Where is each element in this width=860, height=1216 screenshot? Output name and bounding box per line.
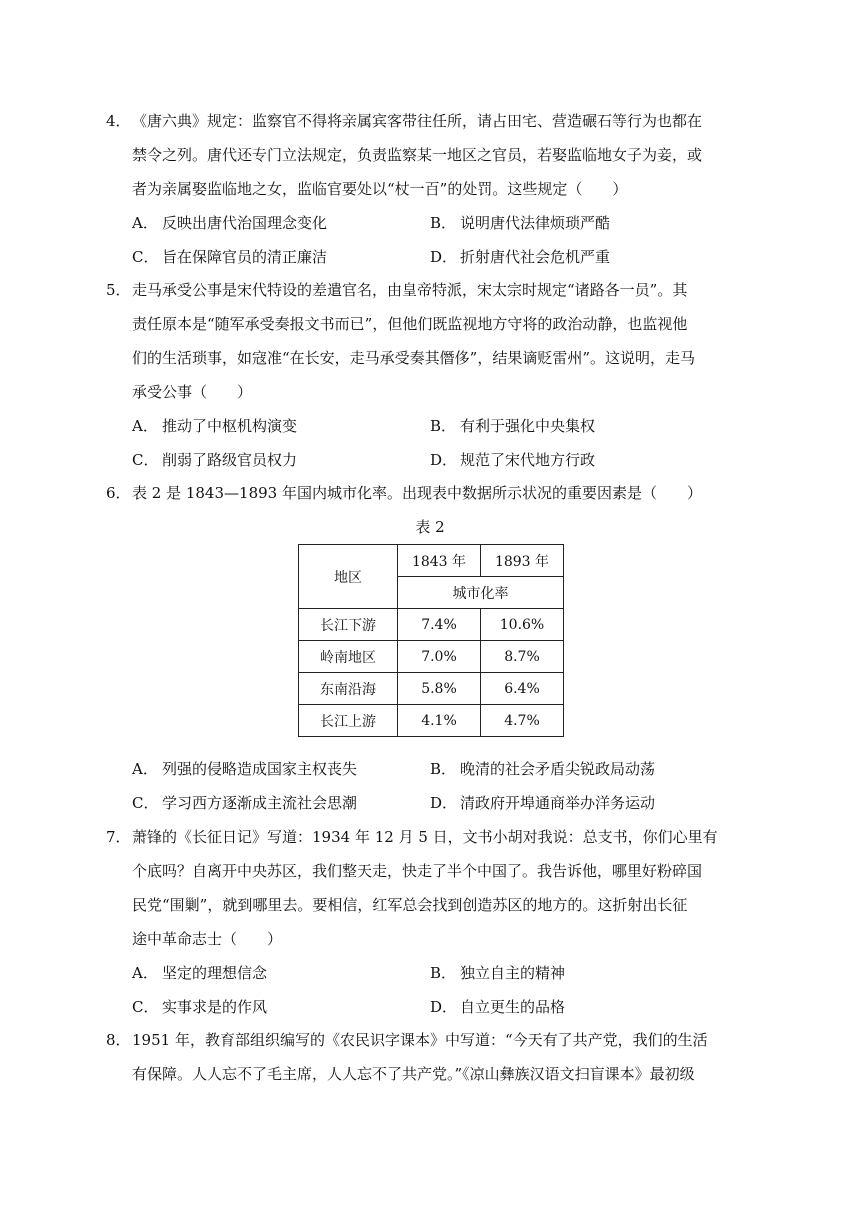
value-cell: 6.4%: [481, 673, 564, 705]
region-cell: 长江上游: [299, 705, 398, 737]
option-a[interactable]: [132, 752, 357, 786]
stem-line: 个底吗？自离开中央苏区，我们整天走，快走了半个中国了。我告诉他，哪里好粉碎国: [132, 862, 703, 880]
stem-line: 1951 年，教育部组织编写的《农民识字课本》中写道：“今天有了共产党，我们的生活: [132, 1031, 708, 1049]
option-text: 自立更生的品格: [460, 998, 566, 1016]
option-letter: D．: [430, 248, 458, 266]
options-row: [132, 990, 732, 1024]
option-c[interactable]: [132, 443, 297, 477]
option-letter: A．: [132, 760, 158, 778]
region-cell: 东南沿海: [299, 673, 398, 705]
year-header: 1843 年: [398, 545, 481, 577]
options-row: [132, 206, 732, 240]
question-stem: [132, 476, 732, 510]
option-letter: B．: [430, 760, 457, 778]
option-letter: A．: [132, 214, 158, 232]
options-row: [132, 956, 732, 990]
option-letter: B．: [430, 417, 457, 435]
region-cell: 岭南地区: [299, 641, 398, 673]
option-letter: D．: [430, 794, 458, 812]
option-text: 规范了宋代地方行政: [460, 451, 596, 469]
option-text: 独立自主的精神: [460, 964, 566, 982]
options-row: [132, 752, 732, 786]
stem-line: 们的生活琐事，如寇准“在长安，走马承受奏其僭侈”，结果谪贬雷州”。这说明，走马: [132, 349, 696, 367]
option-letter: D．: [430, 998, 458, 1016]
option-text: 说明唐代法律烦琐严酷: [460, 214, 611, 232]
option-text: 晚清的社会矛盾尖锐政局动荡: [460, 760, 656, 778]
option-text: 折射唐代社会危机严重: [460, 248, 611, 266]
year-header: 1893 年: [481, 545, 564, 577]
option-letter: C．: [132, 248, 159, 266]
option-letter: C．: [132, 794, 159, 812]
region-header: 地区: [299, 545, 398, 609]
value-cell: 7.4%: [398, 609, 481, 641]
question-number: 7．: [106, 828, 131, 846]
options-row: [132, 443, 732, 477]
question-4: [106, 104, 732, 274]
option-a[interactable]: [132, 206, 327, 240]
option-text: 反映出唐代治国理念变化: [162, 214, 328, 232]
stem-line: 有保障。人人忘不了毛主席，人人忘不了共产党。”《凉山彝族汉语文扫盲课本》最初级: [132, 1065, 695, 1083]
option-b[interactable]: [430, 409, 595, 443]
option-text: 旨在保障官员的清正廉洁: [162, 248, 328, 266]
options-row: [132, 240, 732, 274]
question-8: [106, 1023, 732, 1091]
question-stem: [132, 273, 732, 409]
stem-line: 走马承受公事是宋代特设的差遣官名，由皇帝特派，宋太宗时规定“诸路各一员”。其: [132, 281, 688, 299]
option-a[interactable]: [132, 409, 297, 443]
stem-line: 萧锋的《长征日记》写道：1934 年 12 月 5 日，文书小胡对我说：总支书，你们心里有: [132, 828, 718, 846]
option-b[interactable]: [430, 752, 655, 786]
option-letter: D．: [430, 451, 458, 469]
value-cell: 7.0%: [398, 641, 481, 673]
value-cell: 4.7%: [481, 705, 564, 737]
table-header-row: [299, 545, 564, 577]
option-text: 削弱了路级官员权力: [162, 451, 298, 469]
question-stem: [132, 1023, 732, 1091]
question-stem: [132, 820, 732, 956]
question-number: 4．: [106, 112, 131, 130]
stem-line: 承受公事（ ）: [132, 383, 253, 401]
table-row: [299, 609, 564, 641]
option-c[interactable]: [132, 240, 327, 274]
value-cell: 10.6%: [481, 609, 564, 641]
stem-line: 责任原本是“随军承受奏报文书而已”，但他们既监视地方守将的政治动静，也监视他: [132, 315, 688, 333]
option-text: 列强的侵略造成国家主权丧失: [162, 760, 358, 778]
option-text: 推动了中枢机构演变: [162, 417, 298, 435]
option-letter: B．: [430, 964, 457, 982]
table-row: [299, 705, 564, 737]
question-6: [106, 476, 732, 510]
question-number: 6．: [106, 484, 131, 502]
option-d[interactable]: [430, 240, 610, 274]
options-row: [132, 786, 732, 820]
option-text: 坚定的理想信念: [162, 964, 268, 982]
table-row: [299, 641, 564, 673]
question-number: 5．: [106, 281, 131, 299]
option-text: 有利于强化中央集权: [460, 417, 596, 435]
urbanization-table: [298, 544, 564, 737]
option-text: 清政府开埠通商举办洋务运动: [460, 794, 656, 812]
option-d[interactable]: [430, 990, 565, 1024]
stem-line: 民党“围剿”，就到哪里去。要相信，红军总会找到创造苏区的地方的。这折射出长征: [132, 896, 688, 914]
stem-line: 者为亲属娶监临地之女，监临官要处以“杖一百”的处罚。这些规定（ ）: [132, 180, 628, 198]
option-d[interactable]: [430, 786, 655, 820]
stem-line: 途中革命志士（ ）: [132, 930, 283, 948]
options-row: [132, 409, 732, 443]
question-7: [106, 820, 732, 1024]
option-a[interactable]: [132, 956, 267, 990]
option-letter: C．: [132, 998, 159, 1016]
option-c[interactable]: [132, 990, 267, 1024]
value-cell: 8.7%: [481, 641, 564, 673]
question-number: 8．: [106, 1031, 131, 1049]
option-d[interactable]: [430, 443, 595, 477]
value-cell: 5.8%: [398, 673, 481, 705]
rate-header: 城市化率: [398, 577, 564, 609]
question-6-options: [132, 752, 732, 820]
option-b[interactable]: [430, 206, 610, 240]
option-letter: A．: [132, 417, 158, 435]
stem-line: 《唐六典》规定：监察官不得将亲属宾客带往任所，请占田宅、营造碾石等行为也都在: [132, 112, 703, 130]
option-text: 学习西方逐渐成主流社会思潮: [162, 794, 358, 812]
stem-line: 表 2 是 1843—1893 年国内城市化率。出现表中数据所示状况的重要因素是（ ）: [132, 484, 702, 502]
option-c[interactable]: [132, 786, 357, 820]
region-cell: 长江下游: [299, 609, 398, 641]
table-caption: 表 2: [415, 518, 445, 536]
question-stem: [132, 104, 732, 206]
option-letter: B．: [430, 214, 457, 232]
table-row: [299, 673, 564, 705]
option-text: 实事求是的作风: [162, 998, 268, 1016]
stem-line: 禁令之列。唐代还专门立法规定，负责监察某一地区之官员，若娶监临地女子为妾，或: [132, 146, 703, 164]
value-cell: 4.1%: [398, 705, 481, 737]
option-letter: A．: [132, 964, 158, 982]
option-letter: C．: [132, 451, 159, 469]
option-b[interactable]: [430, 956, 565, 990]
question-5: [106, 273, 732, 477]
